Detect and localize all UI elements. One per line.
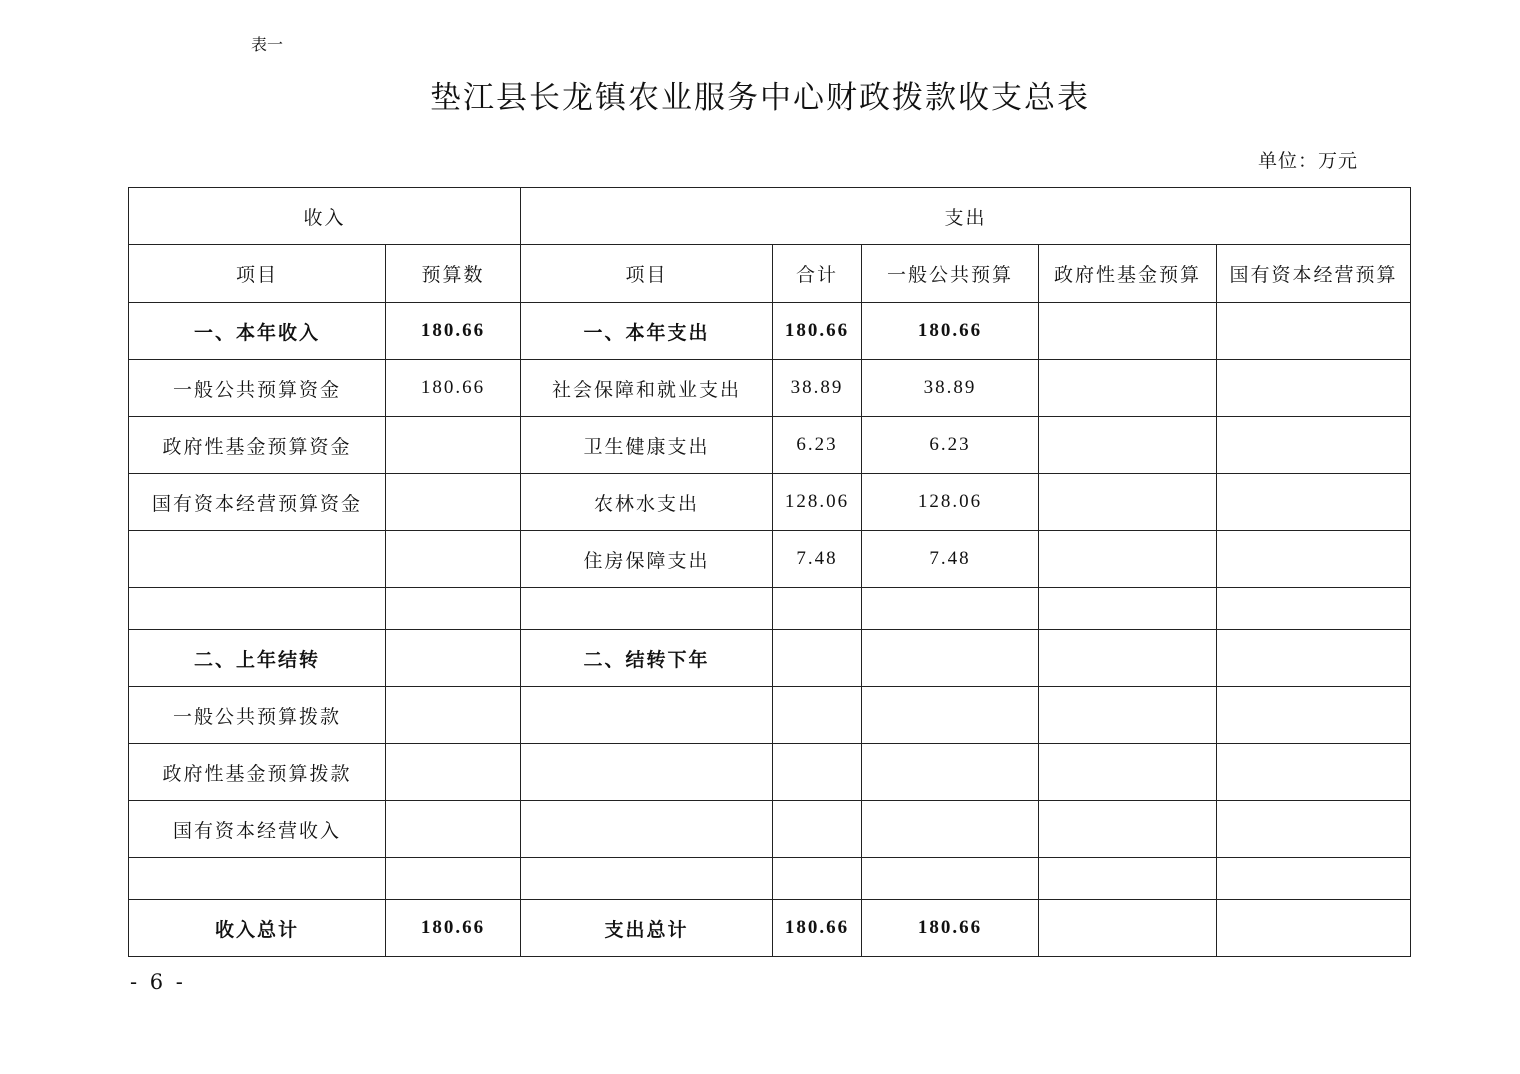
table-cell: 128.06 bbox=[862, 474, 1039, 531]
table-cell bbox=[862, 858, 1039, 900]
table-cell bbox=[1039, 588, 1217, 630]
table-cell bbox=[1039, 303, 1217, 360]
table-cell bbox=[1217, 687, 1411, 744]
table-cell: 二、上年结转 bbox=[129, 630, 386, 687]
table-cell bbox=[773, 687, 862, 744]
table-cell bbox=[1039, 360, 1217, 417]
table-cell bbox=[521, 588, 773, 630]
table-cell: 128.06 bbox=[773, 474, 862, 531]
table-cell: 一、本年收入 bbox=[129, 303, 386, 360]
table-cell: 6.23 bbox=[862, 417, 1039, 474]
table-cell: 卫生健康支出 bbox=[521, 417, 773, 474]
table-cell bbox=[773, 858, 862, 900]
table-cell: 收入总计 bbox=[129, 900, 386, 957]
table-cell bbox=[1217, 531, 1411, 588]
table-cell bbox=[386, 687, 521, 744]
table-cell: 一、本年支出 bbox=[521, 303, 773, 360]
table-cell bbox=[1039, 531, 1217, 588]
table-row bbox=[129, 531, 1411, 588]
table-cell bbox=[129, 531, 386, 588]
table-cell bbox=[1217, 588, 1411, 630]
table-cell: 7.48 bbox=[862, 531, 1039, 588]
table-cell bbox=[773, 801, 862, 858]
table-row bbox=[129, 360, 1411, 417]
table-cell bbox=[1217, 858, 1411, 900]
income-section-header: 收入 bbox=[129, 188, 521, 245]
table-cell: 180.66 bbox=[773, 900, 862, 957]
table-cell: 一般公共预算拨款 bbox=[129, 687, 386, 744]
table-cell: 政府性基金预算资金 bbox=[129, 417, 386, 474]
table-cell bbox=[1217, 474, 1411, 531]
table-cell bbox=[521, 801, 773, 858]
table-cell bbox=[386, 801, 521, 858]
column-header: 项目 bbox=[521, 245, 773, 303]
table-cell bbox=[862, 744, 1039, 801]
table-cell bbox=[386, 531, 521, 588]
table-cell: 农林水支出 bbox=[521, 474, 773, 531]
column-header: 国有资本经营预算 bbox=[1217, 245, 1411, 303]
table-cell bbox=[1217, 303, 1411, 360]
expense-section-header: 支出 bbox=[521, 188, 1411, 245]
table-cell: 180.66 bbox=[862, 900, 1039, 957]
table-cell: 国有资本经营收入 bbox=[129, 801, 386, 858]
page-number: - 6 - bbox=[130, 970, 186, 994]
table-cell bbox=[1217, 630, 1411, 687]
table-row bbox=[129, 801, 1411, 858]
table-cell bbox=[386, 858, 521, 900]
table-row bbox=[129, 687, 1411, 744]
table-cell bbox=[862, 630, 1039, 687]
table-cell: 180.66 bbox=[386, 360, 521, 417]
table-cell bbox=[521, 744, 773, 801]
table-cell: 180.66 bbox=[386, 303, 521, 360]
table-cell: 38.89 bbox=[862, 360, 1039, 417]
table-cell bbox=[773, 588, 862, 630]
unit-label: 单位：万元 bbox=[1258, 150, 1359, 172]
table-row bbox=[129, 630, 1411, 687]
table-cell: 6.23 bbox=[773, 417, 862, 474]
table-cell bbox=[386, 474, 521, 531]
table-cell: 180.66 bbox=[386, 900, 521, 957]
table-cell bbox=[773, 744, 862, 801]
table-cell: 一般公共预算资金 bbox=[129, 360, 386, 417]
budget-table bbox=[128, 187, 1411, 957]
column-header-row bbox=[129, 245, 1411, 303]
table-cell bbox=[862, 588, 1039, 630]
table-cell bbox=[862, 687, 1039, 744]
table-cell bbox=[1217, 744, 1411, 801]
table-row bbox=[129, 744, 1411, 801]
table-cell bbox=[773, 630, 862, 687]
section-header-row bbox=[129, 188, 1411, 245]
column-header: 项目 bbox=[129, 245, 386, 303]
table-cell bbox=[386, 588, 521, 630]
column-header: 预算数 bbox=[386, 245, 521, 303]
table-cell bbox=[1039, 801, 1217, 858]
table-label: 表一 bbox=[251, 35, 284, 54]
table-row bbox=[129, 858, 1411, 900]
table-cell bbox=[521, 687, 773, 744]
table-cell: 38.89 bbox=[773, 360, 862, 417]
table-cell bbox=[386, 630, 521, 687]
table-cell bbox=[129, 588, 386, 630]
table-cell: 二、结转下年 bbox=[521, 630, 773, 687]
total-row bbox=[129, 900, 1411, 957]
table-cell bbox=[1039, 630, 1217, 687]
table-cell bbox=[521, 858, 773, 900]
table-cell bbox=[1217, 360, 1411, 417]
table-cell bbox=[386, 417, 521, 474]
table-cell: 社会保障和就业支出 bbox=[521, 360, 773, 417]
table-cell: 支出总计 bbox=[521, 900, 773, 957]
table-cell bbox=[1039, 474, 1217, 531]
table-cell bbox=[1039, 687, 1217, 744]
table-cell bbox=[1217, 900, 1411, 957]
table-row bbox=[129, 588, 1411, 630]
column-header: 政府性基金预算 bbox=[1039, 245, 1217, 303]
table-row bbox=[129, 474, 1411, 531]
page-title: 垫江县长龙镇农业服务中心财政拨款收支总表 bbox=[430, 80, 1090, 116]
table-cell bbox=[1217, 801, 1411, 858]
table-row bbox=[129, 303, 1411, 360]
table-row bbox=[129, 417, 1411, 474]
table-cell: 政府性基金预算拨款 bbox=[129, 744, 386, 801]
table-cell: 7.48 bbox=[773, 531, 862, 588]
table-cell bbox=[1039, 417, 1217, 474]
table-cell bbox=[1039, 900, 1217, 957]
column-header: 一般公共预算 bbox=[862, 245, 1039, 303]
table-cell: 180.66 bbox=[773, 303, 862, 360]
table-cell: 180.66 bbox=[862, 303, 1039, 360]
table-cell bbox=[386, 744, 521, 801]
table-cell bbox=[1217, 417, 1411, 474]
table-cell bbox=[1039, 744, 1217, 801]
column-header: 合计 bbox=[773, 245, 862, 303]
table-cell bbox=[129, 858, 386, 900]
table-cell: 住房保障支出 bbox=[521, 531, 773, 588]
table-cell bbox=[862, 801, 1039, 858]
table-cell: 国有资本经营预算资金 bbox=[129, 474, 386, 531]
table-cell bbox=[1039, 858, 1217, 900]
